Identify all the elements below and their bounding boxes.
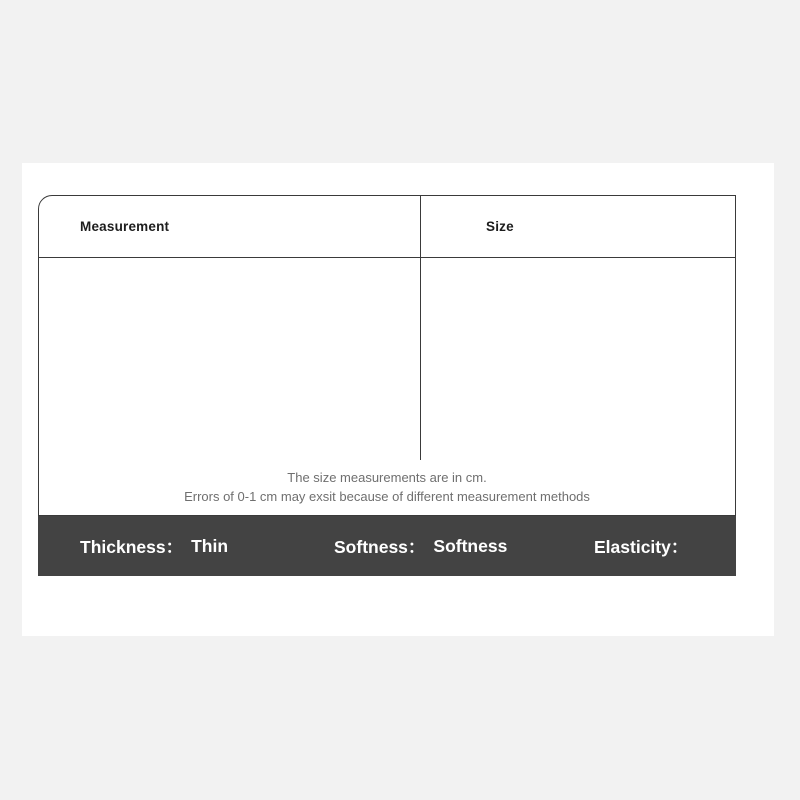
attribute-thickness-label: Thickness： — [80, 536, 184, 557]
cell-size — [486, 258, 726, 461]
size-chart-card — [38, 195, 736, 584]
attribute-thickness — [80, 516, 228, 576]
attribute-softness-label: Softness： — [334, 536, 426, 557]
note-line-units: The size measurements are in cm. — [287, 470, 487, 485]
table-row — [39, 258, 735, 461]
column-header-size: Size — [486, 219, 514, 234]
attributes-footer — [38, 516, 736, 576]
table-header-row — [39, 196, 735, 258]
attribute-softness-value: Softness — [433, 535, 508, 556]
attribute-softness — [334, 516, 507, 576]
column-header-measurement: Measurement — [80, 219, 170, 234]
measurement-note — [38, 460, 736, 516]
attribute-elasticity — [594, 516, 696, 576]
attribute-thickness-value: Thin — [191, 535, 229, 556]
cell-measurement — [80, 258, 410, 461]
attribute-elasticity-label: Elasticity： — [594, 536, 689, 557]
page-canvas — [22, 163, 774, 636]
note-line-tolerance: Errors of 0-1 cm may exsit because of different measurement methods — [184, 489, 590, 504]
size-table — [38, 195, 736, 461]
